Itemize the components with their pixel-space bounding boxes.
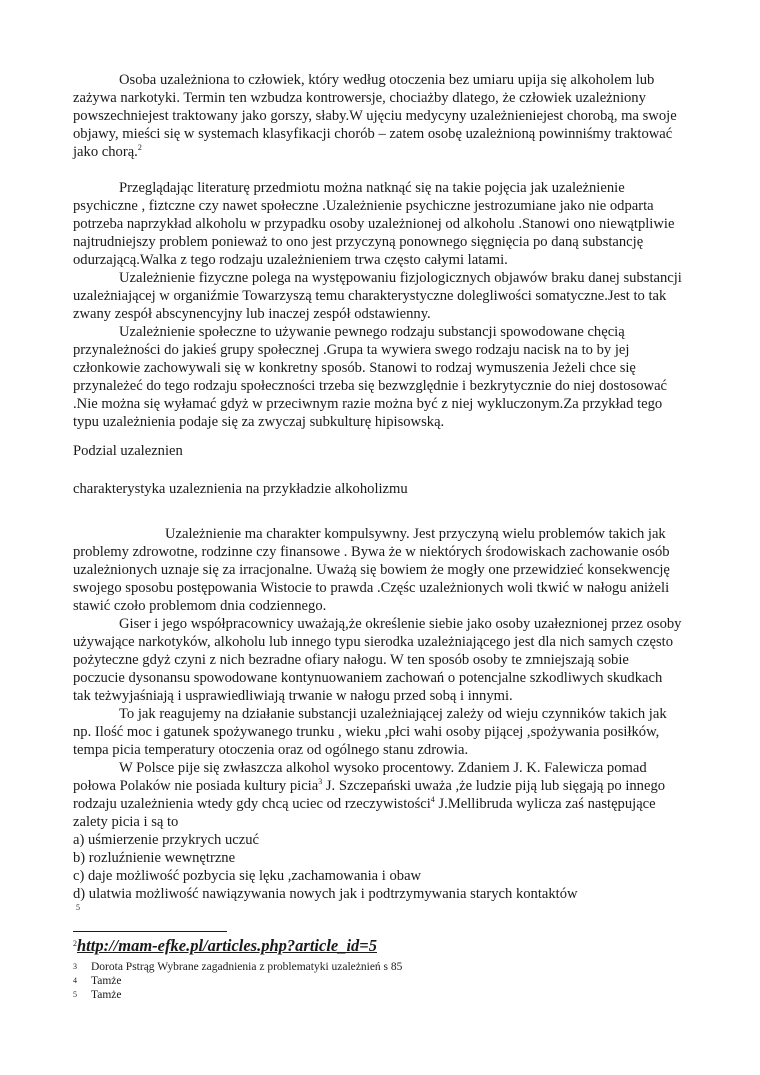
list-item: a) uśmierzenie przykrych uczuć (73, 832, 259, 848)
intro-section (73, 71, 683, 161)
footnote-ref[interactable]: 3 (318, 777, 323, 787)
types-section (73, 179, 683, 431)
paragraph-social: Uzależnienie społeczne to używanie pewnego rodzaju substancji spowodowane chęcią przynależności do jakieś grupy społecznej .Grupa ta wywiera swego rodzaju nacisk na to by jej członkowie zachowywali się w konkretny sposób. Stanowi to rodzaj wymuszenia Jeżeli chce się przynależeć do tego rodzaju społeczności trzeba się bezwzględnie i bezkrytycznie do niej dostosować .Nie można się wyłamać gdyż w przeciwnym razie można być z niej wykluczonym.Za przykład tego typu uzależnienia podaje się za zwyczaj subkulturę hipisowską. (73, 324, 668, 430)
footnote-5: 5 Tamże (73, 989, 122, 1001)
footnote-2: $^2$http://mam-efke.pl/articles.php?article_id=5 (73, 936, 377, 955)
list-item: c) daje możliwość pozbycia się lęku ,zachamowania i obaw (73, 868, 422, 884)
footnote-4: 4 Tamże (73, 975, 122, 987)
paragraph-literature: Przeglądając literaturę przedmiotu można natknąć się na takie pojęcia jak uzależnienie psychiczne , fiztczne czy nawet społeczne .Uzależnienie psychiczne jestrozumiane jako nie odparta potrzeba naprzykład alkoholu w przypadku osoby uzależnionej od alkoholu .Stanowi ono niewątpliwie najtrudniejszy problem ponieważ to ono jest przyczyną ponownego sięgnięcia po daną substancję odurzającą.Walka z tego rodzaju uzależnieniem trwa często całymi latami. (73, 180, 675, 268)
heading-division: Podzial uzaleznien (73, 443, 183, 459)
list-item: b) rozluźnienie wewnętrzne (73, 850, 236, 866)
footnote-ref[interactable]: 4 (430, 795, 435, 805)
paragraph-compulsive: Uzależnienie ma charakter kompulsywny. Jest przyczyną wielu problemów takich jak problemy zdrowotne, rodzinne czy finansowe . Bywa że w niektórych środowiskach zachowanie osób uzależnionych uznaje się za irracjonalne. Uważą się bowiem że mogły one przewidzieć konsekwencję swojego sposobu postępowania Wistocie to prawda .Częśc uzależnionych woli tkwić w nałogu aniżeli stawić czoło problemom dnia codziennego. (73, 526, 670, 614)
footnote-separator (73, 931, 227, 932)
paragraph-poland: W Polsce pije się zwłaszcza alkohol wysoko procentowy. Zdaniem J. K. Falewicza pomad połowa Polaków nie posiada kultury picia$^3$ J. Szczepański uważa ,że ludzie piją lub sięgają po innego rodzaju uzależnienia wtedy gdy chcą uciec od rzeczywistości$^4$ J.Mellibruda wylicza zaś następujące zalety picia i są to (73, 760, 666, 830)
list-item: d) ulatwia możliwość nawiązywania nowych jak i podtrzymywania starych kontaktów (73, 886, 578, 902)
footnote-ref[interactable]: 5 (76, 903, 80, 912)
paragraph-giser: Giser i jego współpracownicy uważają,że określenie siebie jako osoby uzałeznionej przez osoby używające narkotyków, alkoholu lub innego typu sierodka uzależniającego jest dla nich samych często pożyteczne gdyż czyni z nich bezradne ofiary nałogu. W ten sposób osoby te zmniejszają sobie poczucie dysonansu spowodowane kontynuowaniem zachowań o potencjalne szkodliwych skudkach tak teżwyjaśniają i usprawiedliwiają trwanie w nałogu przed sobą i innymi. (73, 616, 682, 704)
footnote-3: 3 Dorota Pstrąg Wybrane zagadnienia z problematyki uzależnień s 85 (73, 961, 403, 973)
paragraph-physical: Uzależnienie fizyczne polega na występowaniu fizjologicznych objawów braku danej substancji uzależniającej w organiźmie Towarzyszą temu charakterystyczne dolegliwości somatyczne.Jest to tak zwany zespół abscynencyjny lub inaczej zespół odstawienny. (73, 270, 682, 322)
paragraph-text: Osoba uzależniona to człowiek, który według otoczenia bez umiaru upija się alkoholem lub zażywa narkotyki. Termin ten wzbudza kontrowersje, chociażby dlatego, że człowiek uzależniony powszechniejest traktowany jako gorszy, słaby.W ujęciu medycyny uzależnieniejest chorobą, ma swoje objawy, mieści się w systemach klasyfikacji chorób – zatem osobę uzależnioną powinniśmy traktować jako chorą. (73, 72, 677, 160)
paragraph-reaction: To jak reagujemy na działanie substancji uzależniającej zależy od wieju czynników takich jak np. Ilość moc i gatunek spożywanego trunku , wieku ,płci wahi osoby pijącej ,spożywania posiłków, tempa picia temperatury otoczenia oraz od ogólnego stanu zdrowia. (73, 706, 667, 758)
footnote-link[interactable]: http://mam-efke.pl/articles.php?article_id=5 (77, 936, 377, 955)
footnote-ref[interactable]: 2 (137, 143, 142, 153)
heading-characteristics: charakterystyka uzaleznienia na przykładzie alkoholizmu (73, 481, 408, 497)
paragraph-addicted-person (73, 71, 683, 161)
alcoholism-section (73, 525, 683, 913)
